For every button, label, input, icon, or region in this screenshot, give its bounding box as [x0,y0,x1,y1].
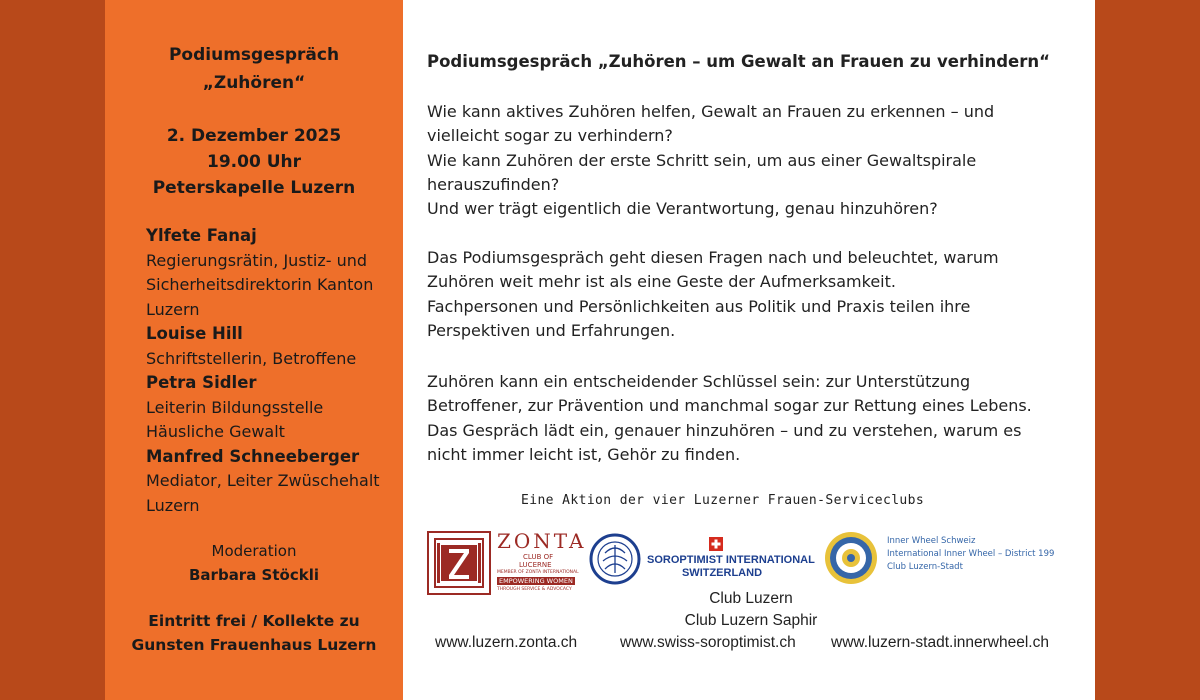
speaker-list [146,224,396,518]
speaker-role: Schriftstellerin, Betroffene [146,348,357,368]
speaker-role: Sicherheitsdirektorin Kanton [146,275,374,294]
text-line: Zuhören kann ein entscheidender Schlüssel sein: zur Unterstützung [427,372,971,391]
text-line: Fachpersonen und Persönlichkeiten aus Politik und Praxis teilen ihre [427,296,971,316]
zonta-tagline-2: THROUGH SERVICE & ADVOCACY [497,587,572,592]
speaker-name: Manfred Schneeberger [146,446,360,466]
innerwheel-line: Club Luzern-Stadt [887,562,963,572]
soroptimist-club-2: Club Luzern Saphir [684,612,818,629]
zonta-subtitle: LUCERNE [519,561,552,569]
info-panel [105,0,403,700]
text-line: herauszufinden? [427,174,560,194]
innerwheel-line: Inner Wheel Schweiz [887,536,976,546]
zonta-wordmark: ZONTA [497,529,587,553]
event-date: 2. Dezember 2025 [166,126,342,146]
text-line: Das Podiumsgespräch geht diesen Fragen nach und beleuchtet, warum [427,248,999,267]
entry-line2: Gunsten Frauenhaus Luzern [131,636,377,654]
speaker-role: Luzern [146,299,200,319]
entry-line1: Eintritt frei / Kollekte zu [148,612,360,630]
speaker-name: Ylfete Fanaj [146,226,257,245]
speaker-role: Regierungsrätin, Justiz- und [146,250,368,270]
event-time: 19.00 Uhr [207,152,301,172]
paragraph-2 [427,246,1077,343]
paragraph-1 [427,100,1077,221]
innerwheel-url-link[interactable]: www.luzern-stadt.innerwheel.ch [831,634,1049,651]
zonta-emblem-icon [427,531,491,595]
moderator-name: Barbara Stöckli [189,566,319,584]
zonta-tagline: EMPOWERING WOMEN [499,577,573,585]
innerwheel-logo [823,528,1073,588]
text-line: vielleicht sogar zu verhindern? [427,126,673,146]
zonta-logo [427,529,587,595]
speaker-item [146,371,396,445]
moderation-label: Moderation [211,542,297,560]
soroptimist-country: SWITZERLAND [681,567,763,579]
text-line: Wie kann Zuhören der erste Schritt sein, um aus einer Gewaltspirale [427,150,977,170]
soroptimist-title: SOROPTIMIST INTERNATIONAL [647,554,815,566]
speaker-role: Häusliche Gewalt [146,422,285,441]
speaker-name: Petra Sidler [146,373,257,392]
swiss-flag-icon [709,537,723,551]
speaker-item [146,445,396,519]
speaker-role: Luzern [146,495,200,515]
soroptimist-url-link[interactable]: www.swiss-soroptimist.ch [620,634,796,651]
zonta-url-link[interactable]: www.luzern.zonta.ch [435,634,578,651]
event-place: Peterskapelle Luzern [152,178,356,198]
soroptimist-club-1: Club Luzern [709,590,793,607]
speaker-role: Leiterin Bildungsstelle [146,397,324,417]
soroptimist-logo [589,531,815,591]
sponsor-line: Eine Aktion der vier Luzerner Frauen-Serviceclubs [521,493,925,508]
soroptimist-emblem-icon [589,533,641,585]
text-line: Zuhören weit mehr ist als eine Geste der Aufmerksamkeit. [427,272,896,292]
description-panel [403,0,1095,700]
innerwheel-line: International Inner Wheel – District 199 [887,549,1055,559]
speaker-item [146,224,396,322]
speaker-item [146,322,396,371]
event-title-line2: „Zuhören“ [202,73,306,93]
event-title-line1: Podiumsgespräch [168,45,340,65]
text-line: Und wer trägt eigentlich die Verantwortung, genau hinzuhören? [427,199,938,219]
innerwheel-emblem-icon [823,530,879,586]
text-line: Betroffener, zur Prävention und manchmal sogar zur Rettung eines Lebens. [427,396,1032,416]
zonta-member: MEMBER OF ZONTA INTERNATIONAL [497,570,579,575]
text-line: Wie kann aktives Zuhören helfen, Gewalt an Frauen zu erkennen – und [427,102,995,121]
text-line: nicht immer leicht ist, Gehör zu finden. [427,444,741,464]
speaker-name: Louise Hill [146,324,243,343]
text-line: Perspektiven und Erfahrungen. [427,320,676,340]
zonta-subtitle: CLUB OF [523,553,554,561]
paragraph-3 [427,370,1077,467]
speaker-role: Mediator, Leiter Zwüschehalt [146,471,380,490]
text-line: Das Gespräch lädt ein, genauer hinzuhören – und zu verstehen, warum es [427,420,1022,440]
article-heading: Podiumsgespräch „Zuhören – um Gewalt an Frauen zu verhindern“ [427,52,1050,71]
